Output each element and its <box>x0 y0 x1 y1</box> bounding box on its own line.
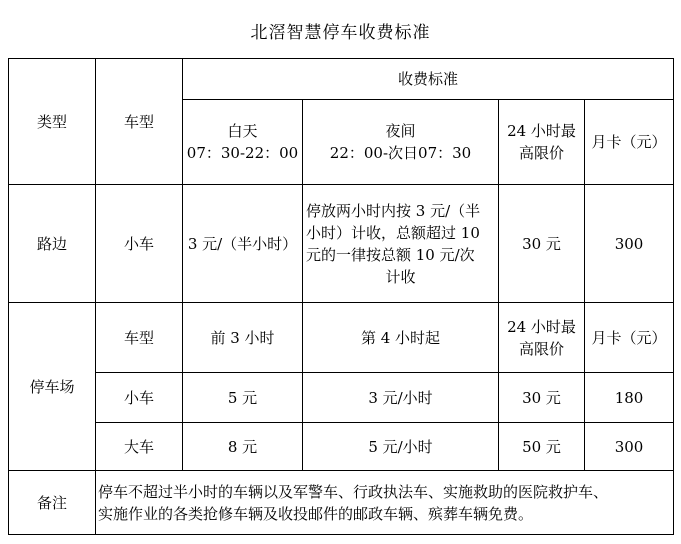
parking-subheader-row <box>9 303 674 373</box>
parking-subheader-vehicle-cell: 车型 <box>96 303 183 373</box>
header-night-label: 夜间 <box>385 122 416 140</box>
header-day-label: 白天 <box>227 122 258 140</box>
remarks-label-cell: 备注 <box>9 471 96 535</box>
roadside-night-line-2: 小时）计收，总额超过 10 <box>306 223 480 242</box>
parking-large-from4-cell: 5 元/小时 <box>303 423 499 471</box>
header-day-time: 07：30-22：00 <box>186 144 299 162</box>
parking-subheader-monthly-cell: 月卡（元） <box>585 303 674 373</box>
parking-small-first3-cell: 5 元 <box>183 373 303 423</box>
header-night-cell <box>303 100 499 185</box>
parking-large-first3-cell: 8 元 <box>183 423 303 471</box>
parking-subheader-first3-cell: 前 3 小时 <box>183 303 303 373</box>
roadside-night-line-3: 元的一律按总额 10 元/次 <box>306 245 475 264</box>
roadside-day-fee-cell: 3 元/（半小时） <box>183 185 303 303</box>
parking-small-monthly-cell: 180 <box>585 373 674 423</box>
roadside-night-line-4: 计收 <box>385 267 416 286</box>
header-max24-cell <box>499 100 585 185</box>
page-title: 北滘智慧停车收费标准 <box>250 23 431 43</box>
header-max24-line1: 24 小时最 <box>507 122 576 140</box>
header-type-cell: 类型 <box>9 59 96 185</box>
header-row-1 <box>9 59 674 100</box>
parking-small-max24-cell: 30 元 <box>499 373 585 423</box>
header-day-cell <box>183 100 303 185</box>
remarks-line-2: 实施作业的各类抢修车辆及收投邮件的邮政车辆、殡葬车辆免费。 <box>98 504 534 523</box>
roadside-night-line-1: 停放两小时内按 3 元/（半 <box>306 201 481 220</box>
parking-small-from4-cell: 3 元/小时 <box>303 373 499 423</box>
table-row <box>9 373 674 423</box>
remarks-line-1: 停车不超过半小时的车辆以及军警车、行政执法车、实施救助的医院救护车、 <box>98 482 609 501</box>
parking-subheader-max24-line1: 24 小时最 <box>507 317 576 336</box>
table-row <box>9 423 674 471</box>
parking-large-vehicle-cell: 大车 <box>96 423 183 471</box>
header-monthly-cell: 月卡（元） <box>585 100 674 185</box>
roadside-max24-cell: 30 元 <box>499 185 585 303</box>
header-fee-standard-cell: 收费标准 <box>183 59 674 100</box>
parking-subheader-max24-line2: 高限价 <box>518 339 564 358</box>
parking-large-monthly-cell: 300 <box>585 423 674 471</box>
header-vehicle-cell: 车型 <box>96 59 183 185</box>
roadside-monthly-cell: 300 <box>585 185 674 303</box>
roadside-type-cell: 路边 <box>9 185 96 303</box>
fee-table <box>8 58 674 535</box>
remarks-row <box>9 471 674 535</box>
roadside-night-fee-cell <box>303 185 499 303</box>
header-max24-line2: 高限价 <box>518 144 564 162</box>
parking-subheader-max24-cell <box>499 303 585 373</box>
parking-subheader-from4-cell: 第 4 小时起 <box>303 303 499 373</box>
parking-type-cell: 停车场 <box>9 303 96 471</box>
remarks-text-cell <box>96 471 674 535</box>
roadside-vehicle-cell: 小车 <box>96 185 183 303</box>
header-night-time: 22：00-次日07：30 <box>329 144 472 162</box>
parking-small-vehicle-cell: 小车 <box>96 373 183 423</box>
roadside-row <box>9 185 674 303</box>
parking-large-max24-cell: 50 元 <box>499 423 585 471</box>
